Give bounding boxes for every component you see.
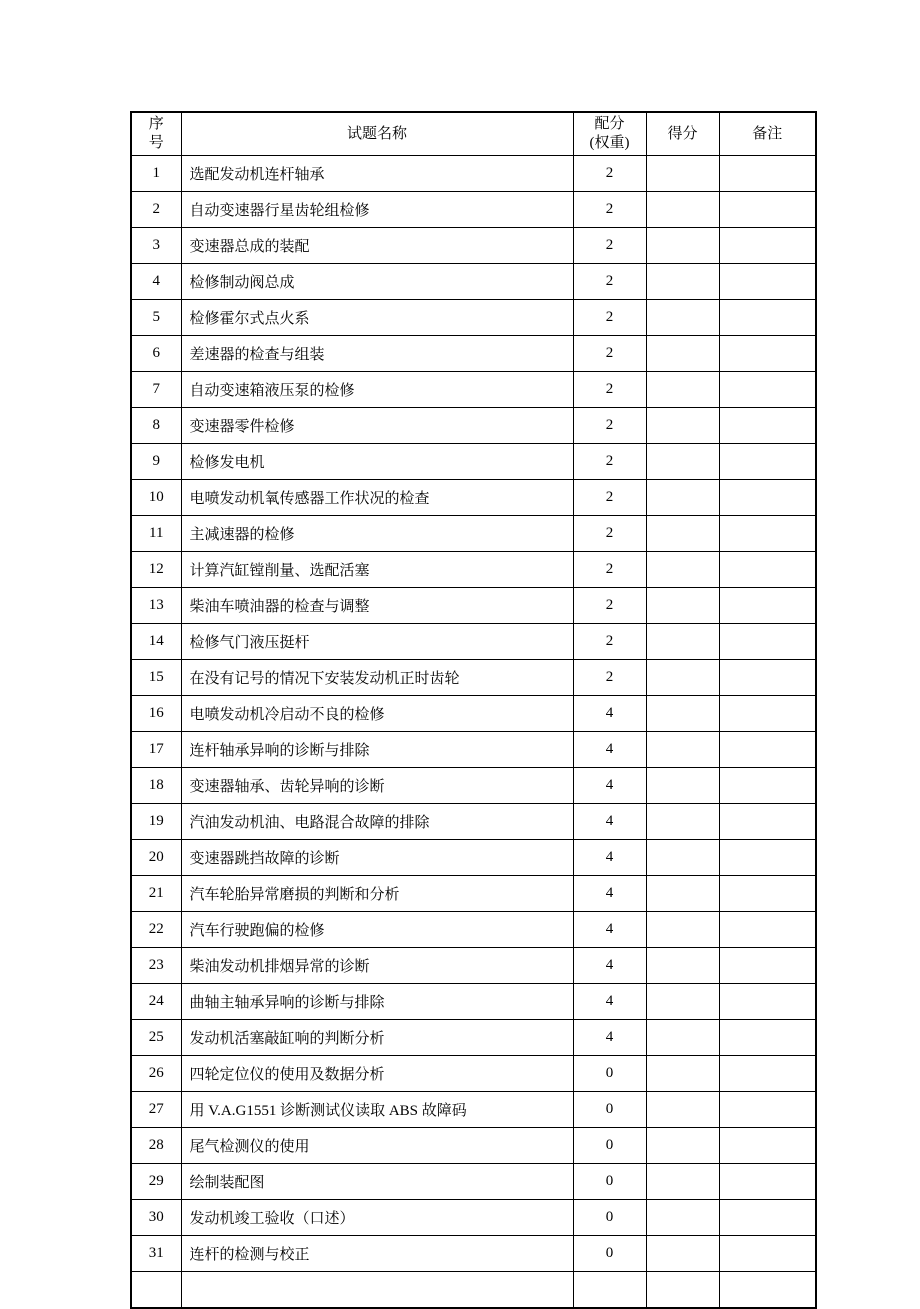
header-item-name: 试题名称 [181, 112, 573, 156]
row-weight: 2 [573, 228, 646, 264]
row-serial-number: 15 [131, 660, 181, 696]
row-weight: 0 [573, 1128, 646, 1164]
row-serial-number: 14 [131, 624, 181, 660]
row-item-name: 变速器零件检修 [181, 408, 573, 444]
table-row [131, 228, 816, 264]
table-row [131, 1020, 816, 1056]
row-item-name: 自动变速箱液压泵的检修 [181, 372, 573, 408]
row-score-cell [646, 192, 719, 228]
table-row [131, 1164, 816, 1200]
row-item-name: 汽车轮胎异常磨损的判断和分析 [181, 876, 573, 912]
row-remark-cell [719, 1056, 816, 1092]
table-row [131, 1200, 816, 1236]
row-weight: 2 [573, 588, 646, 624]
header-remark: 备注 [719, 112, 816, 156]
table-row [131, 948, 816, 984]
row-score-cell [646, 1128, 719, 1164]
row-item-name: 柴油发动机排烟异常的诊断 [181, 948, 573, 984]
row-serial-number [131, 1272, 181, 1309]
row-item-name: 检修发电机 [181, 444, 573, 480]
row-remark-cell [719, 912, 816, 948]
row-item-name: 检修气门液压挺杆 [181, 624, 573, 660]
table-row [131, 732, 816, 768]
table-row [131, 480, 816, 516]
table-row [131, 300, 816, 336]
row-item-name: 尾气检测仪的使用 [181, 1128, 573, 1164]
row-remark-cell [719, 1164, 816, 1200]
header-score: 得分 [646, 112, 719, 156]
row-item-name: 自动变速器行星齿轮组检修 [181, 192, 573, 228]
row-item-name: 主减速器的检修 [181, 516, 573, 552]
row-remark-cell [719, 1200, 816, 1236]
row-serial-number: 31 [131, 1236, 181, 1272]
row-item-name: 连杆的检测与校正 [181, 1236, 573, 1272]
exam-items-table [130, 111, 817, 1309]
table-row [131, 408, 816, 444]
row-serial-number: 28 [131, 1128, 181, 1164]
row-score-cell [646, 156, 719, 192]
row-remark-cell [719, 516, 816, 552]
row-score-cell [646, 1272, 719, 1309]
row-score-cell [646, 264, 719, 300]
row-score-cell [646, 624, 719, 660]
row-item-name [181, 1272, 573, 1309]
row-item-name: 计算汽缸镗削量、选配活塞 [181, 552, 573, 588]
header-weight: 配分 (权重) [573, 112, 646, 156]
row-weight: 2 [573, 480, 646, 516]
row-score-cell [646, 732, 719, 768]
row-item-name: 曲轴主轴承异响的诊断与排除 [181, 984, 573, 1020]
table-row [131, 192, 816, 228]
row-serial-number: 21 [131, 876, 181, 912]
row-weight: 0 [573, 1236, 646, 1272]
row-remark-cell [719, 372, 816, 408]
row-score-cell [646, 1236, 719, 1272]
row-weight: 0 [573, 1164, 646, 1200]
row-remark-cell [719, 876, 816, 912]
row-item-name: 四轮定位仪的使用及数据分析 [181, 1056, 573, 1092]
row-item-name: 差速器的检查与组装 [181, 336, 573, 372]
row-score-cell [646, 480, 719, 516]
row-score-cell [646, 696, 719, 732]
row-serial-number: 16 [131, 696, 181, 732]
table-row [131, 1272, 816, 1309]
row-score-cell [646, 228, 719, 264]
table-row [131, 984, 816, 1020]
row-remark-cell [719, 552, 816, 588]
row-weight: 0 [573, 1092, 646, 1128]
table-row [131, 768, 816, 804]
row-weight: 4 [573, 804, 646, 840]
table-row [131, 336, 816, 372]
row-item-name: 电喷发动机冷启动不良的检修 [181, 696, 573, 732]
row-weight: 4 [573, 948, 646, 984]
row-remark-cell [719, 1020, 816, 1056]
row-weight: 2 [573, 624, 646, 660]
row-score-cell [646, 768, 719, 804]
row-item-name: 检修制动阀总成 [181, 264, 573, 300]
table-row [131, 1236, 816, 1272]
row-weight [573, 1272, 646, 1309]
row-serial-number: 18 [131, 768, 181, 804]
row-score-cell [646, 1164, 719, 1200]
row-serial-number: 19 [131, 804, 181, 840]
row-remark-cell [719, 984, 816, 1020]
row-item-name: 变速器轴承、齿轮异响的诊断 [181, 768, 573, 804]
row-remark-cell [719, 768, 816, 804]
table-row [131, 156, 816, 192]
row-item-name: 绘制装配图 [181, 1164, 573, 1200]
row-score-cell [646, 444, 719, 480]
row-weight: 4 [573, 768, 646, 804]
table-header-row [131, 112, 816, 156]
row-score-cell [646, 660, 719, 696]
row-remark-cell [719, 336, 816, 372]
row-score-cell [646, 588, 719, 624]
row-weight: 2 [573, 372, 646, 408]
row-remark-cell [719, 228, 816, 264]
row-serial-number: 26 [131, 1056, 181, 1092]
table-row [131, 696, 816, 732]
row-weight: 2 [573, 660, 646, 696]
table-body [131, 156, 816, 1309]
row-serial-number: 25 [131, 1020, 181, 1056]
table-row [131, 840, 816, 876]
row-remark-cell [719, 444, 816, 480]
row-remark-cell [719, 192, 816, 228]
row-item-name: 发动机活塞敲缸响的判断分析 [181, 1020, 573, 1056]
table-row [131, 588, 816, 624]
row-serial-number: 8 [131, 408, 181, 444]
row-serial-number: 1 [131, 156, 181, 192]
row-remark-cell [719, 804, 816, 840]
row-serial-number: 4 [131, 264, 181, 300]
row-remark-cell [719, 480, 816, 516]
row-serial-number: 22 [131, 912, 181, 948]
row-weight: 2 [573, 264, 646, 300]
row-item-name: 发动机竣工验收（口述） [181, 1200, 573, 1236]
header-serial-number: 序 号 [131, 112, 181, 156]
table-row [131, 552, 816, 588]
row-score-cell [646, 984, 719, 1020]
row-remark-cell [719, 624, 816, 660]
row-score-cell [646, 372, 719, 408]
row-serial-number: 30 [131, 1200, 181, 1236]
row-remark-cell [719, 1128, 816, 1164]
row-serial-number: 13 [131, 588, 181, 624]
row-weight: 2 [573, 552, 646, 588]
row-score-cell [646, 516, 719, 552]
row-serial-number: 20 [131, 840, 181, 876]
row-weight: 2 [573, 408, 646, 444]
table-row [131, 264, 816, 300]
row-item-name: 汽车行驶跑偏的检修 [181, 912, 573, 948]
row-score-cell [646, 300, 719, 336]
row-score-cell [646, 336, 719, 372]
row-weight: 2 [573, 336, 646, 372]
row-serial-number: 27 [131, 1092, 181, 1128]
table-row [131, 1092, 816, 1128]
row-weight: 0 [573, 1200, 646, 1236]
row-remark-cell [719, 264, 816, 300]
row-weight: 2 [573, 516, 646, 552]
row-serial-number: 23 [131, 948, 181, 984]
row-score-cell [646, 1200, 719, 1236]
row-serial-number: 11 [131, 516, 181, 552]
table-row [131, 804, 816, 840]
table-row [131, 624, 816, 660]
row-score-cell [646, 804, 719, 840]
row-weight: 4 [573, 876, 646, 912]
row-weight: 4 [573, 984, 646, 1020]
row-remark-cell [719, 1092, 816, 1128]
row-item-name: 连杆轴承异响的诊断与排除 [181, 732, 573, 768]
row-item-name: 变速器跳挡故障的诊断 [181, 840, 573, 876]
row-item-name: 在没有记号的情况下安装发动机正时齿轮 [181, 660, 573, 696]
row-serial-number: 29 [131, 1164, 181, 1200]
row-score-cell [646, 408, 719, 444]
row-weight: 2 [573, 192, 646, 228]
row-weight: 4 [573, 696, 646, 732]
row-serial-number: 3 [131, 228, 181, 264]
row-remark-cell [719, 660, 816, 696]
row-item-name: 变速器总成的装配 [181, 228, 573, 264]
row-serial-number: 24 [131, 984, 181, 1020]
row-weight: 2 [573, 444, 646, 480]
table-row [131, 1128, 816, 1164]
row-serial-number: 17 [131, 732, 181, 768]
row-remark-cell [719, 840, 816, 876]
row-serial-number: 7 [131, 372, 181, 408]
row-remark-cell [719, 408, 816, 444]
row-score-cell [646, 876, 719, 912]
row-remark-cell [719, 732, 816, 768]
row-weight: 4 [573, 912, 646, 948]
table-row [131, 1056, 816, 1092]
row-remark-cell [719, 1272, 816, 1309]
row-item-name: 选配发动机连杆轴承 [181, 156, 573, 192]
row-score-cell [646, 912, 719, 948]
row-remark-cell [719, 1236, 816, 1272]
row-weight: 4 [573, 1020, 646, 1056]
row-remark-cell [719, 948, 816, 984]
row-remark-cell [719, 588, 816, 624]
table-row [131, 876, 816, 912]
row-serial-number: 9 [131, 444, 181, 480]
row-weight: 4 [573, 732, 646, 768]
row-weight: 2 [573, 156, 646, 192]
table-row [131, 516, 816, 552]
row-score-cell [646, 1056, 719, 1092]
table-row [131, 444, 816, 480]
row-remark-cell [719, 696, 816, 732]
row-serial-number: 2 [131, 192, 181, 228]
row-item-name: 用 V.A.G1551 诊断测试仪读取 ABS 故障码 [181, 1092, 573, 1128]
row-item-name: 电喷发动机氧传感器工作状况的检查 [181, 480, 573, 516]
table-row [131, 912, 816, 948]
row-serial-number: 6 [131, 336, 181, 372]
row-weight: 4 [573, 840, 646, 876]
row-item-name: 汽油发动机油、电路混合故障的排除 [181, 804, 573, 840]
row-score-cell [646, 840, 719, 876]
row-remark-cell [719, 300, 816, 336]
row-weight: 2 [573, 300, 646, 336]
row-score-cell [646, 552, 719, 588]
row-item-name: 柴油车喷油器的检查与调整 [181, 588, 573, 624]
row-serial-number: 12 [131, 552, 181, 588]
row-score-cell [646, 1020, 719, 1056]
table-row [131, 372, 816, 408]
row-item-name: 检修霍尔式点火系 [181, 300, 573, 336]
row-serial-number: 10 [131, 480, 181, 516]
row-weight: 0 [573, 1056, 646, 1092]
row-score-cell [646, 948, 719, 984]
row-score-cell [646, 1092, 719, 1128]
row-serial-number: 5 [131, 300, 181, 336]
table-row [131, 660, 816, 696]
row-remark-cell [719, 156, 816, 192]
